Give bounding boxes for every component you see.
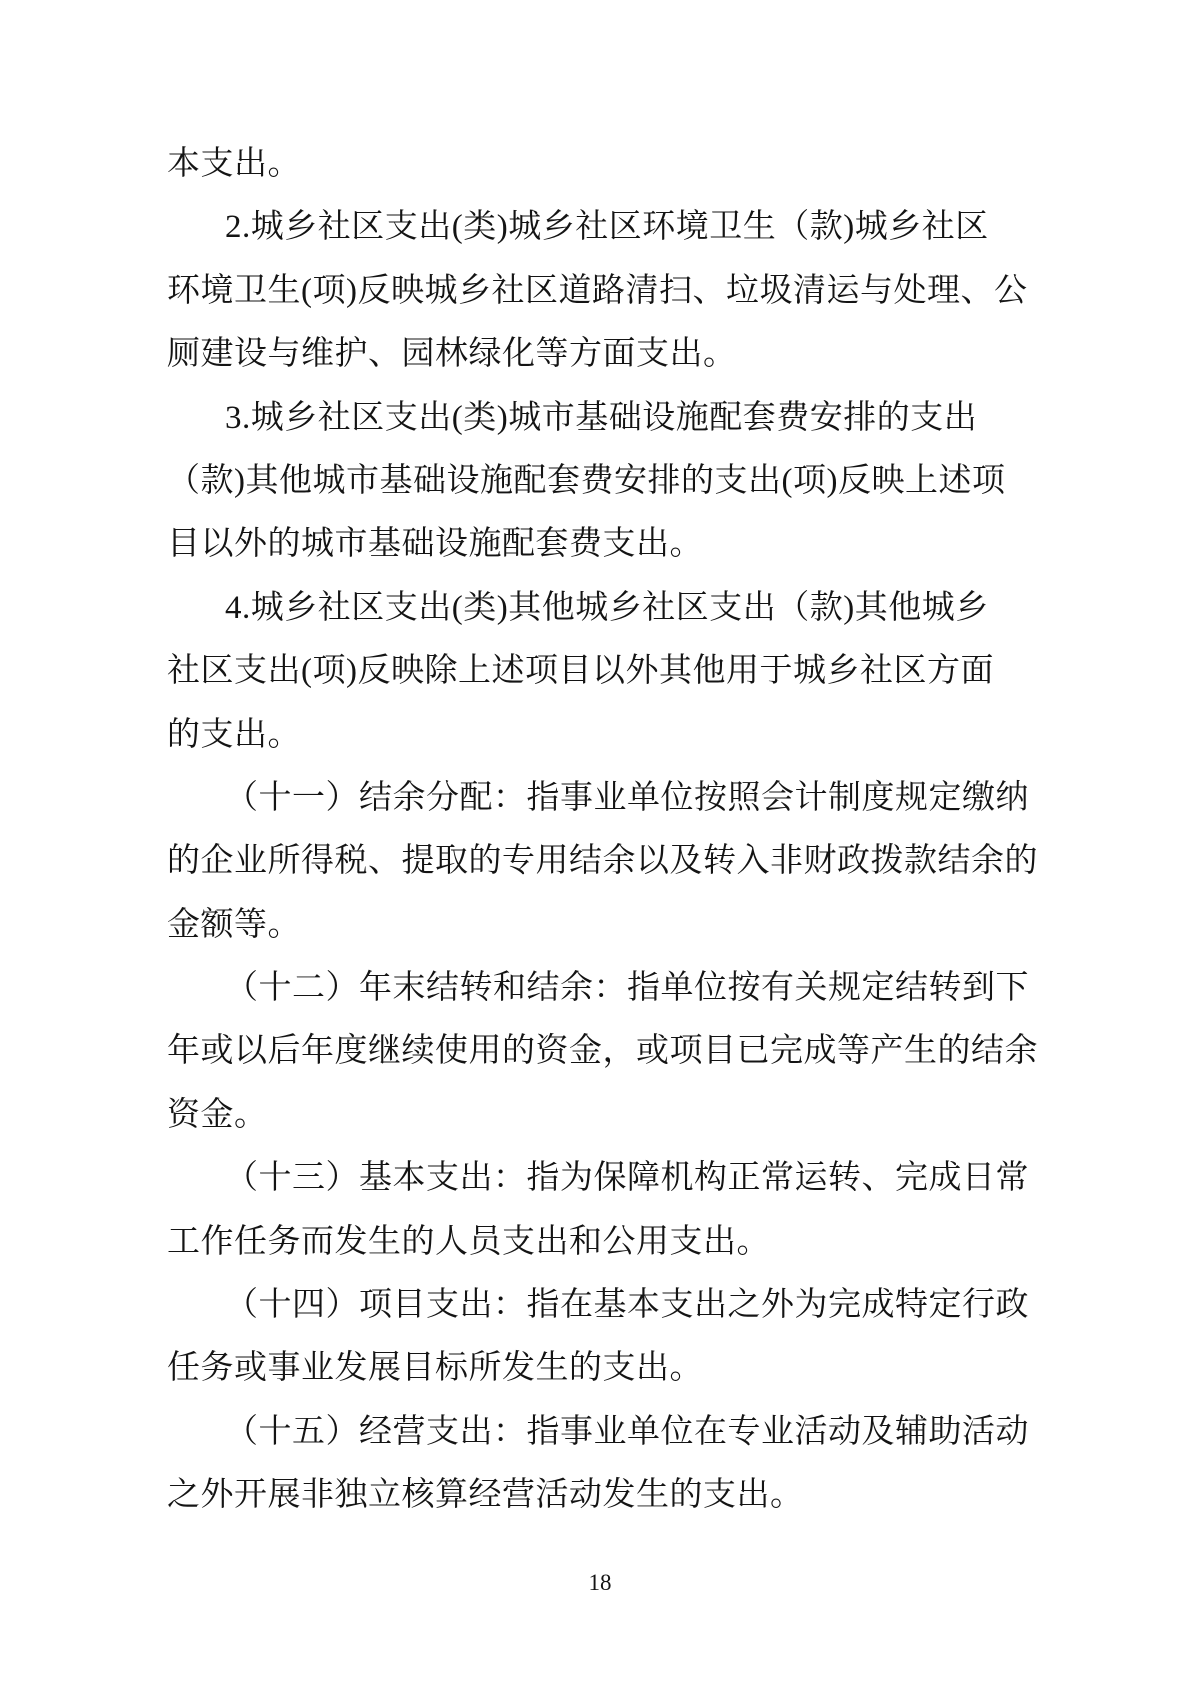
paragraph	[167, 1274, 1029, 1401]
text-line: 目以外的城市基础设施配套费支出。	[167, 526, 703, 563]
paragraph	[167, 957, 1038, 1147]
text-line: 资金。	[167, 1096, 268, 1133]
text-line: 厕建设与维护、园林绿化等方面支出。	[167, 336, 737, 373]
text-line: 的支出。	[167, 716, 301, 753]
paragraph	[167, 1147, 1029, 1274]
text-line: 环境卫生(项)反映城乡社区道路清扫、垃圾清运与处理、公	[167, 272, 1028, 309]
paragraph	[167, 387, 1023, 577]
text-line: 4.城乡社区支出(类)其他城乡社区支出（款)其他城乡	[225, 589, 989, 626]
paragraph	[167, 133, 1023, 196]
text-line: 金额等。	[167, 906, 301, 943]
text-line: （十二）年末结转和结余：指单位按有关规定结转到下	[225, 970, 1029, 1007]
paragraph	[167, 1401, 1029, 1528]
text-line: （十五）经营支出：指事业单位在专业活动及辅助活动	[225, 1413, 1029, 1450]
text-line: 任务或事业发展目标所发生的支出。	[167, 1350, 703, 1387]
text-line: 2.城乡社区支出(类)城乡社区环境卫生（款)城乡社区	[225, 209, 989, 246]
text-line: （十三）基本支出：指为保障机构正常运转、完成日常	[225, 1160, 1029, 1197]
paragraph	[167, 767, 1038, 957]
paragraph	[167, 196, 1028, 386]
text-line: 的企业所得税、提取的专用结余以及转入非财政拨款结余的	[167, 843, 1038, 880]
text-line: 社区支出(项)反映除上述项目以外其他用于城乡社区方面	[167, 653, 994, 690]
text-line: （十一）结余分配：指事业单位按照会计制度规定缴纳	[225, 779, 1029, 816]
text-line: 年或以后年度继续使用的资金，或项目已完成等产生的结余	[167, 1033, 1038, 1070]
text-line: 工作任务而发生的人员支出和公用支出。	[167, 1223, 770, 1260]
text-line: （款)其他城市基础设施配套费安排的支出(项)反映上述项	[167, 462, 1006, 499]
text-line: 本支出。	[167, 146, 301, 182]
text-line: （十四）项目支出：指在基本支出之外为完成特定行政	[225, 1287, 1029, 1324]
text-block	[167, 133, 1038, 1528]
text-line: 3.城乡社区支出(类)城市基础设施配套费安排的支出	[225, 399, 978, 436]
paragraph	[167, 577, 1023, 767]
text-line: 之外开展非独立核算经营活动发生的支出。	[167, 1477, 804, 1514]
page-number: 18	[588, 1570, 612, 1595]
